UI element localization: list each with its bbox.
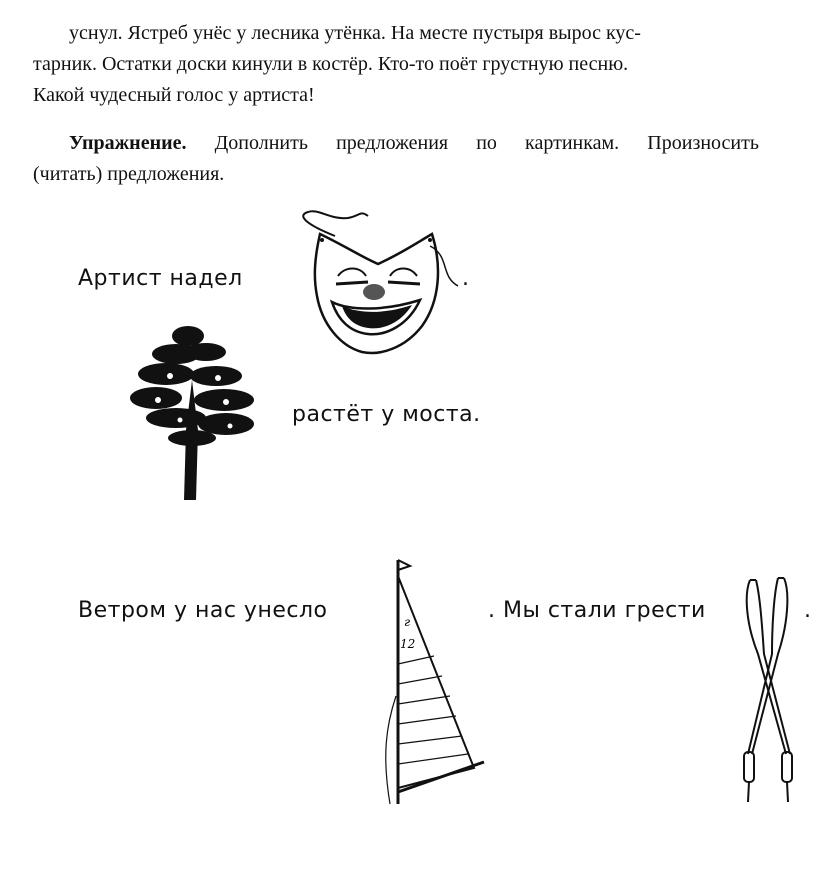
exercise-paragraph: [33, 128, 759, 190]
sail-icon: [370, 556, 490, 810]
intro-paragraph: [33, 18, 759, 111]
exercise-label: Упражнение.: [69, 132, 187, 154]
mask-sentence-end: .: [462, 266, 469, 291]
mask-sentence: Артист надел: [78, 266, 243, 291]
exercise-line-2: (читать) предложения.: [33, 163, 225, 185]
tree-sentence: растёт у моста.: [292, 402, 481, 427]
oars-sentence-end: .: [804, 598, 811, 623]
sail-sentence-end: . Мы стали грести: [488, 598, 706, 623]
sail-mark-letter: г: [404, 615, 411, 629]
sail-sentence: Ветром у нас унесло: [78, 598, 328, 623]
intro-line-3: Какой чудесный голос у артиста!: [33, 84, 315, 106]
theatre-mask-icon: [290, 206, 470, 358]
intro-line-1: уснул. Ястреб унёс у лесника утёнка. На месте пустыря вырос кус-: [69, 22, 641, 44]
exercise-line-1: [33, 128, 759, 159]
intro-line-2: тарник. Остатки доски кинули в костёр. Кто-то поёт грустную песню.: [33, 53, 629, 75]
tree-icon: [126, 320, 266, 502]
sail-mark-number: 12: [400, 637, 416, 651]
oars-icon: [728, 574, 808, 804]
exercise-text-1: Дополнить предложения по картинкам. Произносить: [214, 132, 759, 154]
